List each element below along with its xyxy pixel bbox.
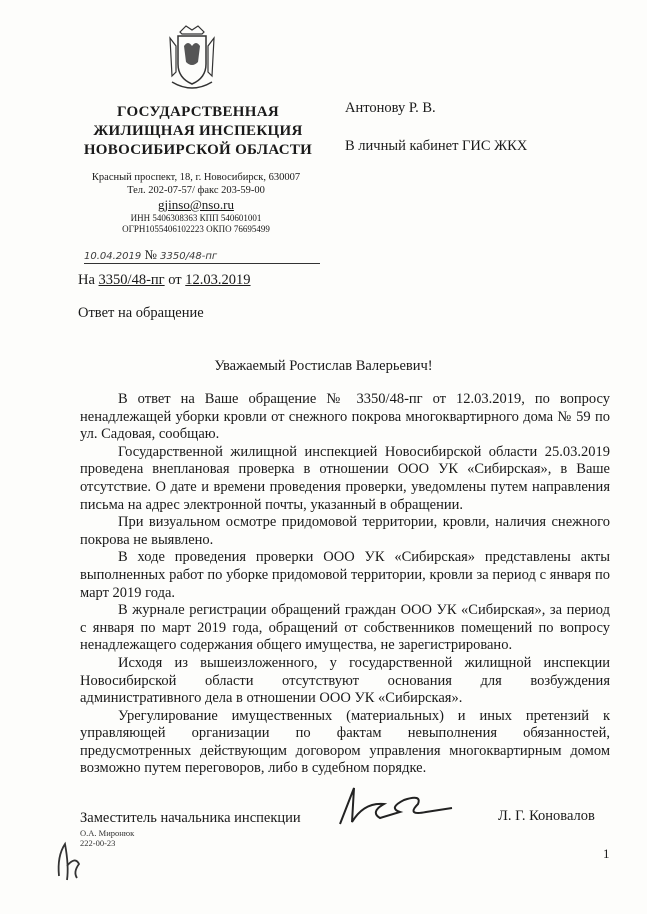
paragraph: В журнале регистрации обращений граждан ООО УК «Сибирская», за период с января по март 2019 года, обращений от собственников помещений по вопросу ненадлежащего содержания общего имущества, не зарегистрировано. <box>80 602 610 654</box>
recipient-delivery: В личный кабинет ГИС ЖКХ <box>345 138 528 154</box>
registration-line <box>84 247 320 264</box>
letter-body <box>80 391 610 778</box>
address: Красный проспект, 18, г. Новосибирск, 630007 <box>91 172 301 183</box>
paragraph: Урегулирование имущественных (материальных) и иных претензий к управляющей организации по фактам невыполнения обязанностей, предусмотренных действующим договором управления многоквартирным домом возможно путем переговоров, либо в судебном порядке. <box>80 707 610 777</box>
paragraph: В ходе проведения проверки ООО УК «Сибирская» представлены акты выполненных работ по уборке придомовой территории, кровли за период с января по март 2019 года. <box>80 549 610 601</box>
signer-title: Заместитель начальника инспекции <box>80 810 301 826</box>
paragraph: При визуальном осмотре придомовой территории, кровли, наличия снежного покрова не выявлено. <box>80 514 610 548</box>
phone-fax: Тел. 202-07-57/ факс 203-59-00 <box>127 184 265 196</box>
reply-number: 3350/48-пг <box>98 272 165 288</box>
org-line-2: ЖИЛИЩНАЯ ИНСПЕКЦИЯ <box>93 123 303 139</box>
recipient-name: Антонову Р. В. <box>345 100 436 116</box>
org-line-3: НОВОСИБИРСКОЙ ОБЛАСТИ <box>83 142 313 158</box>
signer-name: Л. Г. Коновалов <box>498 808 595 824</box>
organization-contacts <box>78 172 314 235</box>
registration-number-symbol: № <box>144 247 157 262</box>
reply-reference <box>78 272 251 289</box>
recipient-block <box>345 98 527 156</box>
reply-prefix: На <box>78 272 95 288</box>
letter-subject: Ответ на обращение <box>78 305 204 321</box>
greeting: Уважаемый Ростислав Валерьевич! <box>214 358 433 374</box>
handwritten-signature <box>322 782 472 832</box>
reply-from: от <box>168 272 182 288</box>
executor-phone: 222-00-23 <box>80 838 116 848</box>
paragraph: В ответ на Ваше обращение № 3350/48-пг от 12.03.2019, по вопросу ненадлежащей уборки кровли от снежного покрова многоквартирного дома № 59 по ул. Садовая, сообщаю. <box>80 391 610 443</box>
paragraph: Государственной жилищной инспекцией Новосибирской области 25.03.2019 проведена внеплановая проверка в отношении ООО УК «Сибирская», в Ваше отсутствие. О дате и времени проведения проверки, уведомлены путем направления письма на адрес электронной почты, указанный в обращении. <box>80 443 610 513</box>
ogrn-okpo: ОГРН1055406102223 ОКПО 76695499 <box>122 224 270 234</box>
handwritten-initial <box>55 836 83 882</box>
organization-name <box>80 103 316 160</box>
registration-date: 10.04.2019 <box>84 251 142 262</box>
executor-info <box>80 828 134 848</box>
executor-name: О.А. Миронюк <box>80 828 135 838</box>
email-link[interactable]: gjinso@nso.ru <box>158 197 234 212</box>
page-number: 1 <box>603 846 610 861</box>
org-line-1: ГОСУДАРСТВЕННАЯ <box>117 104 279 120</box>
coat-of-arms-emblem <box>164 24 220 94</box>
inn-kpp: ИНН 5406308363 КПП 540601001 <box>130 213 262 223</box>
paragraph: Исходя из вышеизложенного, у государственной жилищной инспекции Новосибирской области отсутствуют основания для возбуждения административного дела в отношении ООО УК «Сибирская». <box>80 654 610 707</box>
registration-number: 3350/48-пг <box>160 251 218 262</box>
reply-date: 12.03.2019 <box>185 272 251 288</box>
